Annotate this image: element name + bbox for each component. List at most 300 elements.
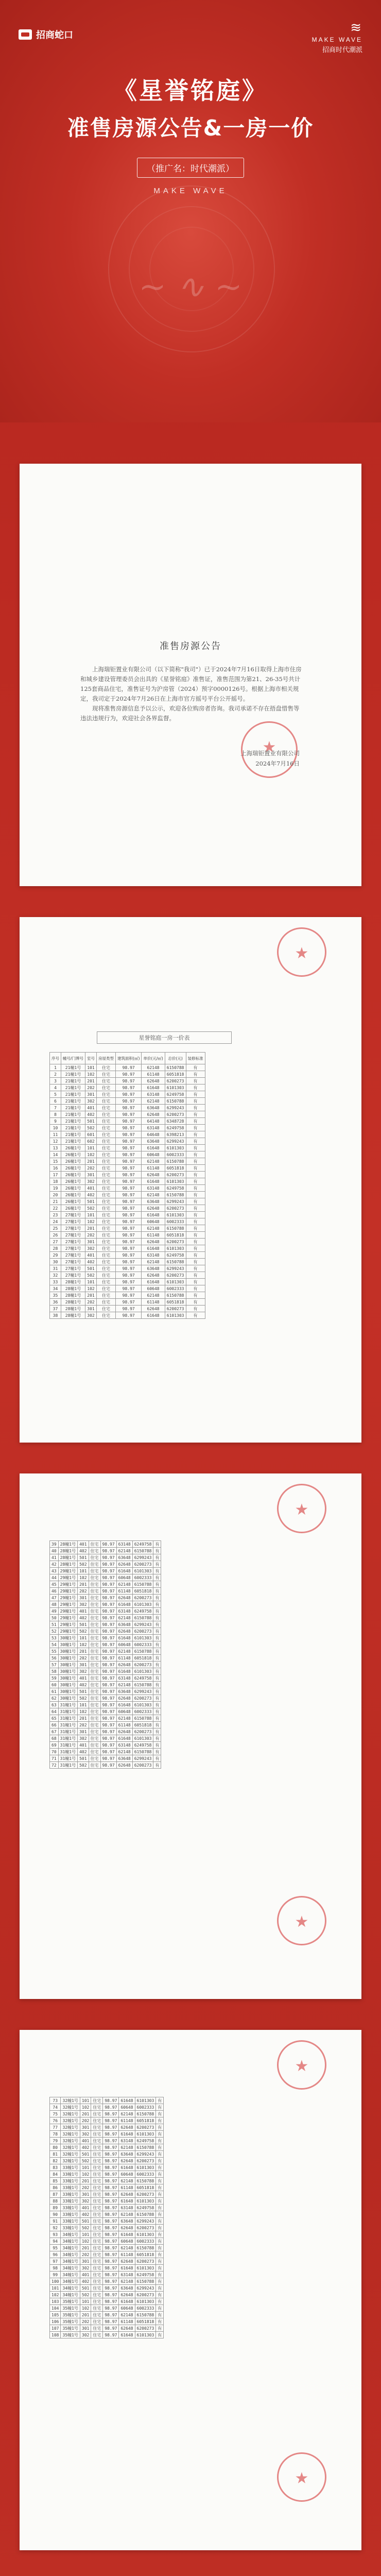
table-cell: 502 [78,1762,89,1769]
table-cell: 住宅 [97,1259,116,1265]
table-cell: 501 [85,1198,97,1205]
table-cell: 有 [186,1192,205,1198]
table-cell: 201 [85,1078,97,1084]
table-cell: 24 [50,1218,61,1225]
table-cell: 62648 [119,2191,135,2198]
table-cell: 6150788 [132,1715,153,1722]
table-cell: 住宅 [97,1084,116,1091]
table-cell: 63648 [142,1105,165,1111]
table-cell: 有 [156,2318,164,2325]
table-cell: 住宅 [89,1621,100,1628]
table-cell: 33 [50,1279,61,1285]
table-row [50,1259,205,1265]
table-cell: 有 [156,2117,164,2124]
table-cell: 402 [80,2211,91,2218]
price-list-page-2 [20,1473,361,1999]
table-cell: 61648 [119,2231,135,2238]
table-cell: 6200273 [165,1272,186,1279]
table-cell: 59 [50,1675,59,1682]
table-cell: 98.97 [100,1541,116,1548]
table-cell: 62148 [142,1064,165,1071]
table-cell: 29 [50,1252,61,1259]
table-cell: 有 [156,2292,164,2298]
table-cell: 502 [80,2158,91,2164]
table-cell: 30幢1号 [58,1655,77,1662]
table-cell: 98.97 [116,1299,142,1306]
table-cell: 302 [85,1178,97,1185]
table-cell: 28幢1号 [61,1299,85,1306]
table-row [50,1111,205,1118]
table-cell: 202 [78,1655,89,1662]
table-row [50,1245,205,1252]
table-row [50,1675,161,1682]
table-cell: 87 [50,2191,61,2198]
table-cell: 6051818 [135,2318,156,2325]
table-row [50,1581,161,1588]
table-cell: 302 [80,2131,91,2138]
table-cell: 29幢1号 [58,1628,77,1635]
table-cell: 6051818 [165,1299,186,1306]
table-cell: 201 [80,2178,91,2184]
table-cell: 6101303 [165,1212,186,1218]
table-cell: 98.97 [103,2305,119,2312]
table-cell: 有 [153,1574,161,1581]
table-cell: 98.97 [103,2238,119,2245]
table-cell: 98.97 [116,1178,142,1185]
notice-document [20,464,361,886]
table-cell: 住宅 [89,1742,100,1749]
table-row [50,1615,161,1621]
table-cell: 有 [186,1225,205,1232]
column-header: 序号 [50,1053,61,1064]
table-row [50,1138,205,1145]
table-cell: 6200273 [132,1762,153,1769]
table-cell: 60648 [116,1574,132,1581]
table-cell: 63648 [119,2285,135,2292]
table-cell: 1 [50,1064,61,1071]
table-cell: 107 [50,2325,61,2332]
table-cell: 有 [153,1695,161,1702]
project-logo [312,21,362,54]
table-cell: 78 [50,2131,61,2138]
table-cell: 98.97 [103,2272,119,2278]
table-cell: 住宅 [89,1722,100,1728]
table-cell: 住宅 [91,2144,103,2151]
table-cell: 61148 [119,2251,135,2258]
table-cell: 98.97 [103,2298,119,2305]
table-cell: 住宅 [97,1178,116,1185]
table-cell: 502 [85,1205,97,1212]
table-cell: 19 [50,1185,61,1192]
table-cell: 17 [50,1172,61,1178]
table-cell: 有 [156,2198,164,2205]
table-cell: 402 [80,2144,91,2151]
table-cell: 12 [50,1138,61,1145]
table-cell: 64648 [142,1131,165,1138]
table-row [50,1662,161,1668]
table-cell: 住宅 [97,1306,116,1312]
table-cell: 98.97 [103,2124,119,2131]
table-cell: 33幢1号 [61,2198,80,2205]
table-cell: 98.97 [103,2171,119,2178]
table-cell: 有 [186,1118,205,1125]
table-cell: 99 [50,2272,61,2278]
table-row [50,2124,164,2131]
table-cell: 42 [50,1561,59,1568]
table-cell: 98.97 [100,1548,116,1554]
table-cell: 30幢1号 [58,1648,77,1655]
table-cell: 43 [50,1568,59,1574]
table-cell: 98.97 [116,1265,142,1272]
table-cell: 住宅 [97,1292,116,1299]
table-cell: 6101303 [165,1245,186,1252]
table-cell: 3 [50,1078,61,1084]
table-cell: 6101303 [135,2298,156,2305]
table-cell: 44 [50,1574,59,1581]
table-cell: 301 [85,1172,97,1178]
table-cell: 98.97 [103,2138,119,2144]
table-cell: 住宅 [91,2312,103,2318]
table-cell: 有 [186,1245,205,1252]
table-cell: 29幢1号 [58,1615,77,1621]
table-cell: 住宅 [91,2298,103,2305]
table-cell: 住宅 [89,1688,100,1695]
table-cell: 502 [78,1628,89,1635]
table-cell: 46 [50,1588,59,1595]
table-cell: 61148 [119,2117,135,2124]
table-cell: 62148 [119,2245,135,2251]
table-cell: 202 [85,1084,97,1091]
table-cell: 住宅 [89,1648,100,1655]
table-cell: 有 [153,1755,161,1762]
table-cell: 6051818 [132,1722,153,1728]
table-cell: 住宅 [89,1601,100,1608]
table-row [50,1158,205,1165]
table-cell: 住宅 [91,2251,103,2258]
table-cell: 98.97 [116,1064,142,1071]
table-cell: 62648 [116,1561,132,1568]
table-cell: 住宅 [91,2218,103,2225]
table-cell: 住宅 [91,2231,103,2238]
table-cell: 98.97 [100,1682,116,1688]
table-cell: 98.97 [116,1158,142,1165]
table-cell: 有 [153,1735,161,1742]
table-row [50,1192,205,1198]
table-cell: 79 [50,2138,61,2144]
table-cell: 有 [186,1145,205,1151]
table-cell: 26幢1号 [61,1198,85,1205]
table-cell: 有 [156,2278,164,2285]
table-cell: 住宅 [97,1198,116,1205]
table-cell: 6150788 [165,1158,186,1165]
table-cell: 100 [50,2278,61,2285]
table-cell: 住宅 [91,2332,103,2338]
table-cell: 98.97 [103,2144,119,2151]
table-row [50,1628,161,1635]
table-cell: 6200273 [135,2258,156,2265]
table-cell: 501 [78,1621,89,1628]
table-cell: 98.97 [100,1668,116,1675]
table-cell: 21幢1号 [61,1078,85,1084]
table-cell: 62148 [119,2144,135,2151]
table-cell: 62648 [142,1205,165,1212]
table-cell: 62148 [119,2312,135,2318]
table-cell: 住宅 [89,1595,100,1601]
table-cell: 98.97 [116,1259,142,1265]
table-cell: 有 [186,1098,205,1105]
table-cell: 30幢1号 [58,1635,77,1641]
table-row [50,1172,205,1178]
table-cell: 61148 [142,1299,165,1306]
table-row [50,1668,161,1675]
table-cell: 6200273 [165,1172,186,1178]
table-cell: 6101303 [135,2332,156,2338]
table-cell: 住宅 [89,1641,100,1648]
notice-signature [240,748,300,769]
table-cell: 住宅 [89,1728,100,1735]
table-cell: 101 [80,2097,91,2104]
table-cell: 有 [156,2285,164,2292]
table-cell: 6101303 [165,1279,186,1285]
table-cell: 10 [50,1125,61,1131]
table-cell: 住宅 [91,2171,103,2178]
table-cell: 94 [50,2238,61,2245]
table-cell: 63148 [142,1125,165,1131]
table-row [50,1554,161,1561]
table-cell: 61648 [142,1312,165,1319]
table-cell: 501 [78,1688,89,1695]
column-header: 总价(元) [165,1053,186,1064]
table-cell: 有 [153,1668,161,1675]
table-cell: 62648 [142,1172,165,1178]
table-cell: 98.97 [116,1125,142,1131]
table-cell: 202 [80,2251,91,2258]
table-cell: 有 [156,2171,164,2178]
table-cell: 98.97 [116,1239,142,1245]
table-row [50,1131,205,1138]
table-cell: 有 [186,1205,205,1212]
table-cell: 401 [80,2272,91,2278]
table-cell: 40 [50,1548,59,1554]
table-cell: 6150788 [135,2178,156,2184]
table-cell: 98.97 [116,1131,142,1138]
table-row [50,1212,205,1218]
table-cell: 102 [78,1708,89,1715]
table-cell: 72 [50,1762,59,1769]
table-cell: 住宅 [89,1755,100,1762]
table-cell: 住宅 [89,1682,100,1688]
table-cell: 86 [50,2184,61,2191]
table-cell: 6200273 [135,2292,156,2298]
page-title: 《星誉铭庭》 [113,77,268,105]
table-cell: 68 [50,1735,59,1742]
table-row [50,1071,205,1078]
table-cell: 27幢1号 [61,1272,85,1279]
table-cell: 有 [186,1172,205,1178]
table-cell: 27幢1号 [61,1239,85,1245]
table-row [50,2265,164,2272]
table-cell: 有 [156,2191,164,2198]
table-row [50,1105,205,1111]
table-cell: 62148 [119,2178,135,2184]
table-cell: 有 [156,2312,164,2318]
table-cell: 有 [153,1595,161,1601]
table-cell: 有 [153,1682,161,1688]
table-row [50,1285,205,1292]
table-cell: 28幢1号 [61,1306,85,1312]
table-cell: 31 [50,1265,61,1272]
table-cell: 31幢1号 [58,1708,77,1715]
table-cell: 31幢1号 [58,1722,77,1728]
table-cell: 有 [153,1702,161,1708]
table-cell: 有 [156,2245,164,2251]
table-cell: 62148 [116,1581,132,1588]
table-cell: 62648 [142,1306,165,1312]
table-cell: 62148 [116,1548,132,1554]
table-row [50,2151,164,2158]
table-cell: 6101303 [165,1145,186,1151]
table-cell: 6200273 [165,1306,186,1312]
table-cell: 有 [156,2097,164,2104]
table-cell: 60648 [116,1708,132,1715]
table-cell: 102 [80,2238,91,2245]
table-row [50,2278,164,2285]
table-cell: 98.97 [100,1695,116,1702]
table-cell: 501 [85,1118,97,1125]
table-cell: 住宅 [97,1225,116,1232]
table-cell: 98.97 [116,1232,142,1239]
table-cell: 6101303 [135,2198,156,2205]
table-cell: 62148 [119,2278,135,2285]
table-cell: 6051818 [132,1655,153,1662]
table-cell: 6150788 [132,1615,153,1621]
table-cell: 54 [50,1641,59,1648]
table-cell: 32幢1号 [61,2111,80,2117]
table-cell: 60 [50,1682,59,1688]
table-cell: 64148 [142,1118,165,1125]
table-cell: 101 [80,2231,91,2238]
table-cell: 住宅 [97,1205,116,1212]
table-cell: 62648 [119,2292,135,2298]
table-row [50,1722,161,1728]
table-cell: 住宅 [89,1581,100,1588]
table-cell: 98.97 [100,1735,116,1742]
page-subtitle: 准售房源公告&一房一价 [67,115,314,141]
table-cell: 98.97 [100,1648,116,1655]
table-cell: 有 [186,1105,205,1111]
table-row [50,1588,161,1595]
table-cell: 6299243 [165,1105,186,1111]
table-cell: 26幢1号 [61,1185,85,1192]
table-cell: 34幢1号 [61,2258,80,2265]
table-row [50,2245,164,2251]
table-cell: 98.97 [103,2191,119,2198]
table-cell: 34幢1号 [61,2272,80,2278]
table-row [50,1198,205,1205]
table-cell: 98.97 [100,1595,116,1601]
table-cell: 62648 [119,2325,135,2332]
table-cell: 502 [80,2292,91,2298]
promo-name-tag [0,158,381,178]
table-row [50,1735,161,1742]
table-cell: 98.97 [103,2245,119,2251]
table-cell: 49 [50,1608,59,1615]
table-cell: 住宅 [97,1064,116,1071]
table-cell: 住宅 [97,1145,116,1151]
notice-title: 准售房源公告 [160,641,221,652]
table-cell: 6249758 [135,2205,156,2211]
table-cell: 34幢1号 [61,2292,80,2298]
table-cell: 住宅 [91,2245,103,2251]
table-cell: 21幢1号 [61,1111,85,1118]
table-cell: 33幢1号 [61,2171,80,2178]
hero-banner [0,0,381,422]
table-cell: 502 [85,1125,97,1131]
table-cell: 101 [50,2285,61,2292]
table-cell: 住宅 [97,1285,116,1292]
table-cell: 6299243 [135,2285,156,2292]
table-cell: 34幢1号 [61,2285,80,2292]
table-cell: 住宅 [91,2198,103,2205]
table-row [50,2171,164,2178]
table-cell: 101 [78,1568,89,1574]
table-cell: 101 [85,1145,97,1151]
table-cell: 有 [186,1084,205,1091]
table-cell: 61148 [119,2184,135,2191]
column-header: 房屋类型 [97,1053,116,1064]
table-cell: 61648 [119,2164,135,2171]
table-cell: 63648 [116,1554,132,1561]
table-cell: 103 [50,2298,61,2305]
table-cell: 60648 [116,1641,132,1648]
table-cell: 302 [80,2198,91,2205]
table-cell: 85 [50,2178,61,2184]
table-cell: 27幢1号 [61,1259,85,1265]
table-cell: 有 [186,1285,205,1292]
table-cell: 6101303 [132,1568,153,1574]
table-cell: 60648 [142,1218,165,1225]
table-row [50,1299,205,1306]
table-cell: 有 [153,1749,161,1755]
table-cell: 6249758 [165,1252,186,1259]
table-cell: 98.97 [103,2164,119,2171]
table-cell: 有 [186,1151,205,1158]
table-cell: 有 [186,1138,205,1145]
table-cell: 有 [153,1675,161,1682]
table-row [50,1749,161,1755]
table-cell: 30幢1号 [58,1682,77,1688]
table-row [50,1742,161,1749]
table-cell: 30幢1号 [58,1641,77,1648]
table-cell: 31幢1号 [58,1742,77,1749]
table-cell: 有 [156,2184,164,2191]
table-cell: 98.97 [100,1628,116,1635]
table-cell: 63148 [142,1185,165,1192]
table-cell: 6150788 [132,1749,153,1755]
table-cell: 61648 [116,1568,132,1574]
table-cell: 住宅 [89,1702,100,1708]
table-cell: 37 [50,1306,61,1312]
table-cell: 69 [50,1742,59,1749]
table-cell: 有 [156,2211,164,2218]
table-cell: 6200273 [165,1111,186,1118]
table-cell: 98.97 [116,1165,142,1172]
table-cell: 98.97 [103,2104,119,2111]
table-cell: 47 [50,1595,59,1601]
table-cell: 61148 [119,2318,135,2325]
table-cell: 62148 [116,1749,132,1755]
table-row [50,1145,205,1151]
